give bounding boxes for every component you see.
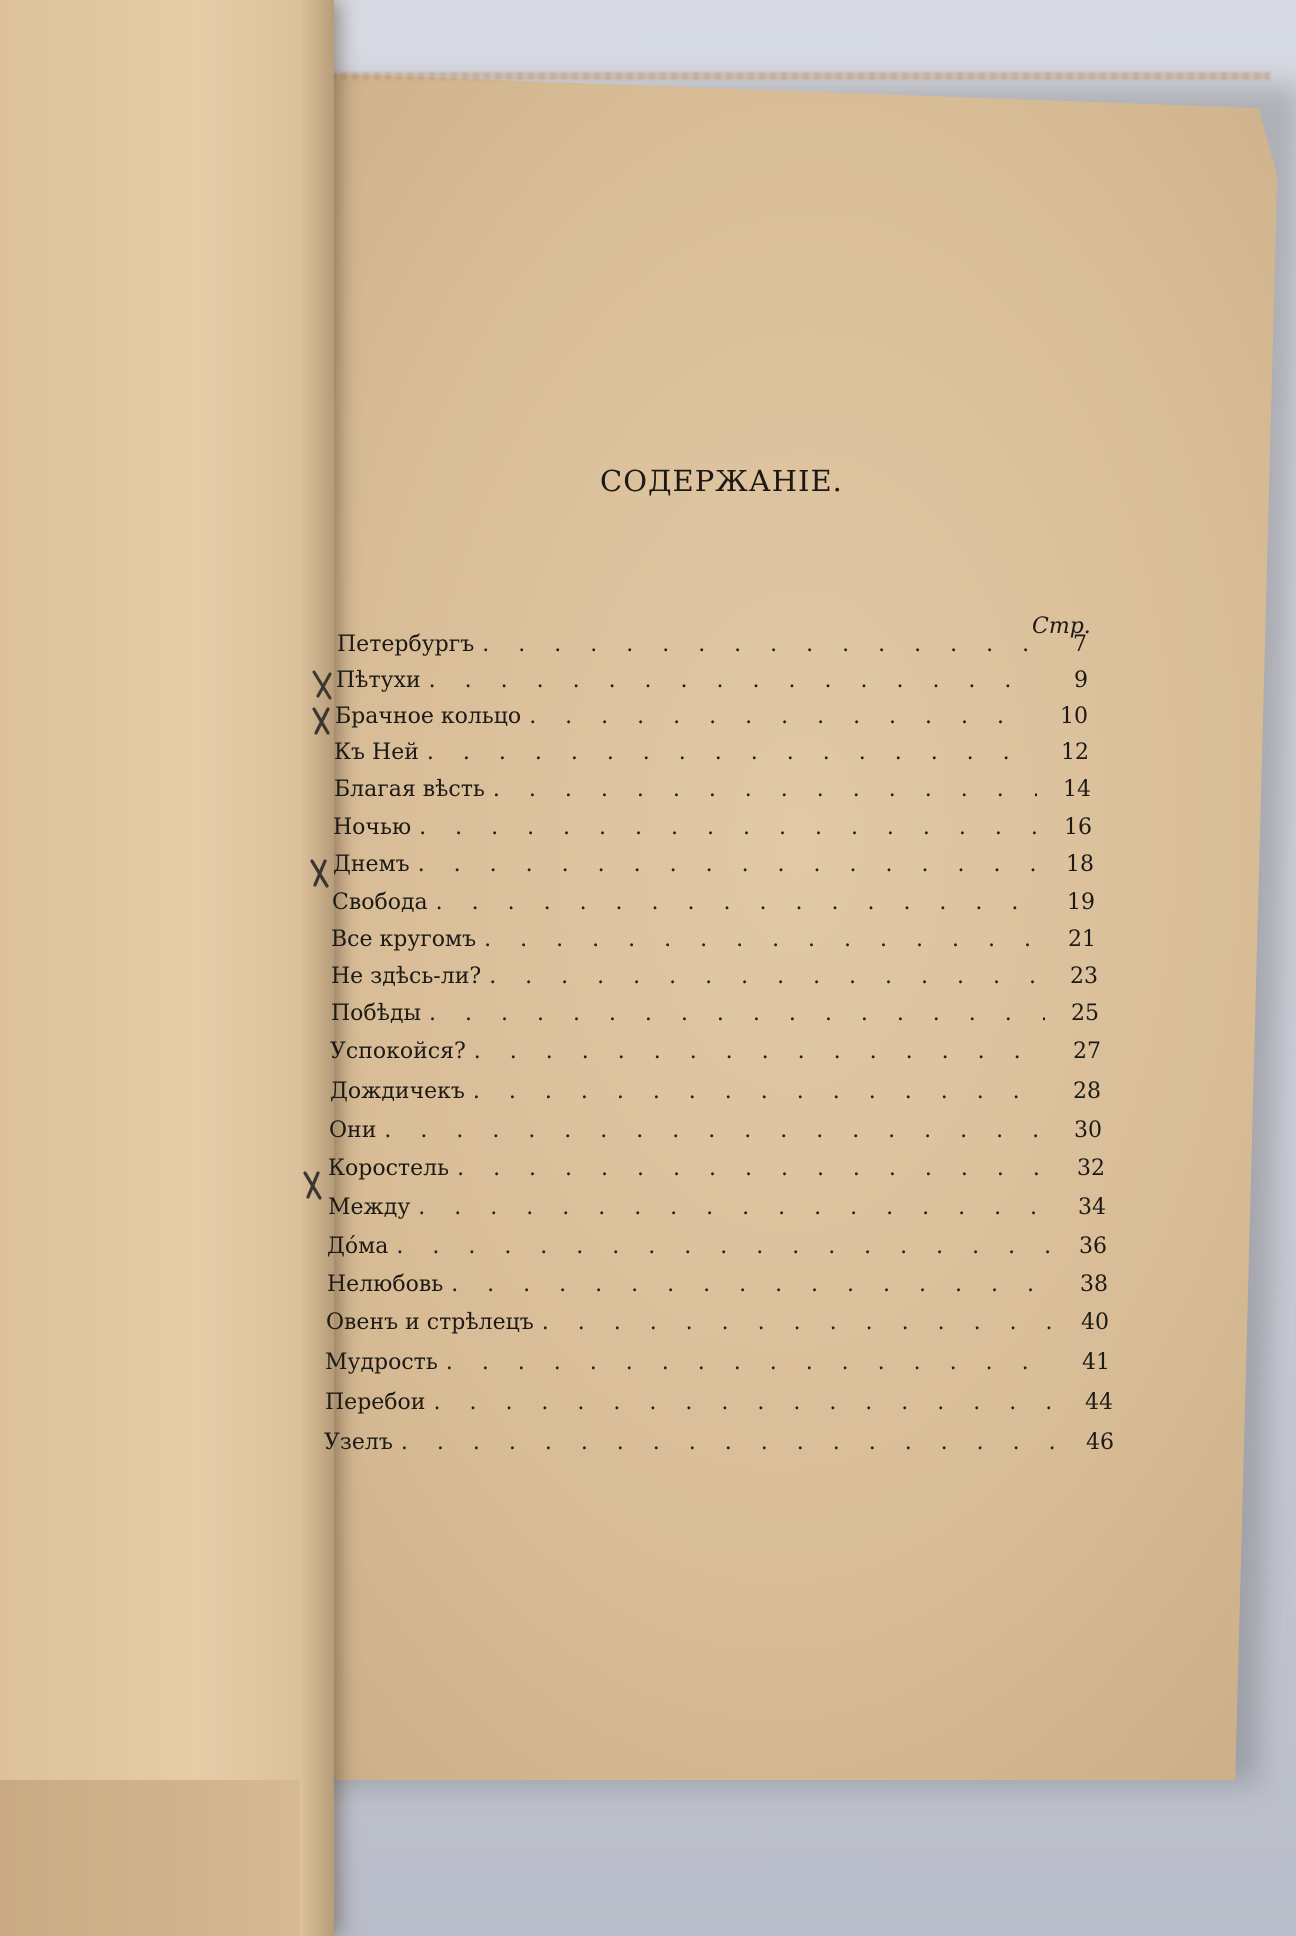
toc-entry-title: Дóма (327, 1234, 389, 1259)
page-top-edge (330, 72, 1270, 80)
toc-entry-title: Брачное кольцо (335, 704, 522, 729)
toc-entry-title: Благая вѣсть (334, 777, 485, 802)
toc-entry (326, 1310, 1109, 1342)
toc-entry-title: Петербургъ (337, 632, 475, 657)
toc-entry-title: Они (329, 1118, 377, 1143)
dot-leader (429, 1001, 1045, 1026)
toc-entry-page: 12 (1061, 740, 1089, 765)
toc-entry-title: Перебои (325, 1390, 426, 1415)
toc-entry-title: Свобода (332, 890, 428, 915)
pencil-check-mark-icon (310, 668, 336, 702)
dot-leader (451, 1272, 1054, 1297)
toc-entry (331, 1001, 1099, 1033)
facing-page-bottom (0, 1780, 300, 1936)
toc-entry-title: Нелюбовь (327, 1272, 444, 1297)
toc-entry-page: 40 (1081, 1310, 1109, 1335)
toc-entry (329, 1118, 1102, 1150)
toc-entry-title: Коростель (328, 1156, 450, 1181)
dot-leader (542, 1310, 1055, 1335)
toc-entry-title: Все кругомъ (331, 927, 477, 952)
toc-entry-title: Пѣтухи (336, 668, 421, 693)
toc-entry-page: 41 (1082, 1350, 1110, 1375)
toc-entry-page: 21 (1068, 927, 1096, 952)
toc-entry-page: 38 (1080, 1272, 1108, 1297)
dot-leader (401, 1430, 1060, 1455)
toc-entry-page: 32 (1077, 1156, 1105, 1181)
toc-entry-title: Не здѣсь-ли? (331, 964, 482, 989)
toc-entry-title: Къ Ней (334, 740, 419, 765)
toc-entry (324, 1430, 1114, 1462)
toc-entry (333, 852, 1094, 884)
toc-entry-page: 16 (1064, 815, 1092, 840)
dot-leader (473, 1079, 1047, 1104)
toc-entry-page: 9 (1074, 668, 1088, 693)
toc-entry-title: Днемъ (333, 852, 410, 877)
toc-entry-title: Узелъ (324, 1430, 393, 1455)
dot-leader (446, 1350, 1056, 1375)
toc-entry (337, 632, 1087, 664)
toc-entry-page: 23 (1070, 964, 1098, 989)
toc-entry (330, 1039, 1101, 1071)
dot-leader (384, 1118, 1048, 1143)
contents-heading: СОДЕРЖАНІЕ. (600, 464, 843, 498)
toc-entry (331, 927, 1096, 959)
toc-entry (327, 1272, 1108, 1304)
toc-entry-page: 10 (1060, 704, 1088, 729)
dot-leader (489, 964, 1044, 989)
pencil-check-mark-icon (300, 1168, 326, 1202)
dot-leader (418, 1195, 1052, 1220)
dot-leader (436, 890, 1041, 915)
toc-entry-title: Побѣды (331, 1001, 421, 1026)
dot-leader (433, 1390, 1059, 1415)
dot-leader (484, 927, 1042, 952)
dot-leader (482, 632, 1033, 657)
toc-entry-page: 27 (1073, 1039, 1101, 1064)
toc-entry-page: 14 (1063, 777, 1091, 802)
toc-entry-title: Дождичекъ (330, 1079, 465, 1104)
toc-entry (334, 740, 1089, 772)
toc-entry (327, 1234, 1107, 1266)
toc-entry (333, 815, 1092, 847)
toc-entry-title: Между (328, 1195, 411, 1220)
dot-leader (474, 1039, 1047, 1064)
page-column-label: Стр. (1032, 614, 1091, 639)
dot-leader (429, 668, 1034, 693)
toc-entry (334, 777, 1091, 809)
toc-entry-page: 18 (1066, 852, 1094, 877)
toc-entry (328, 1156, 1105, 1188)
toc-entry-page: 44 (1085, 1390, 1113, 1415)
dot-leader (529, 704, 1034, 729)
toc-entry-title: Ночью (333, 815, 412, 840)
toc-entry (325, 1350, 1110, 1382)
facing-page (0, 0, 334, 1936)
toc-entry (335, 704, 1088, 736)
toc-entry-page: 19 (1067, 890, 1095, 915)
toc-entry-title: Овенъ и стрѣлецъ (326, 1310, 534, 1335)
toc-entry-page: 7 (1073, 632, 1087, 657)
dot-leader (418, 852, 1040, 877)
toc-entry (331, 964, 1098, 996)
toc-entry-title: Мудрость (325, 1350, 438, 1375)
dot-leader (396, 1234, 1053, 1259)
toc-entry (328, 1195, 1106, 1227)
toc-entry-page: 34 (1078, 1195, 1106, 1220)
toc-entry (325, 1390, 1113, 1422)
toc-entry-title: Успокойся? (330, 1039, 466, 1064)
toc-entry-page: 36 (1079, 1234, 1107, 1259)
toc-entry-page: 46 (1086, 1430, 1114, 1455)
dot-leader (493, 777, 1037, 802)
pencil-check-mark-icon (309, 704, 335, 738)
dot-leader (419, 815, 1038, 840)
dot-leader (457, 1156, 1051, 1181)
toc-entry-page: 25 (1071, 1001, 1099, 1026)
toc-entry-page: 30 (1074, 1118, 1102, 1143)
toc-entry-page: 28 (1073, 1079, 1101, 1104)
toc-entry (336, 668, 1088, 700)
toc-entry (332, 890, 1095, 922)
dot-leader (427, 740, 1035, 765)
toc-entry (330, 1079, 1101, 1111)
pencil-check-mark-icon (307, 856, 333, 890)
